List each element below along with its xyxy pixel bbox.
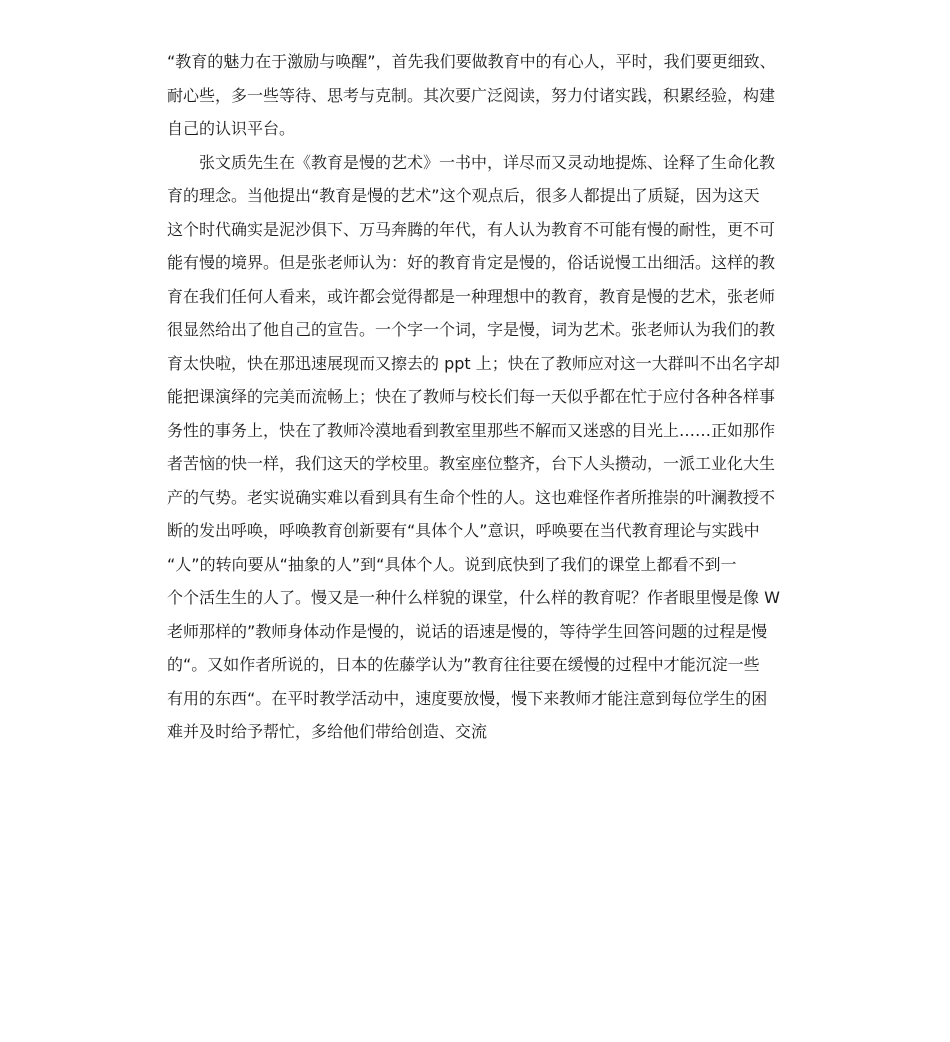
- text-line: 能把课演绎的完美而流畅上；快在了教师与校长们每一天似乎都在忙于应付各种各样事: [167, 387, 776, 406]
- text-line: 个个活生生的人了。慢又是一种什么样貌的课堂，什么样的教育呢？作者眼里慢是像 W: [167, 588, 780, 607]
- paragraph-1: [167, 45, 797, 146]
- text-line: 断的发出呼唤，呼唤教育创新要有“具体个人”意识，呼唤要在当代教育理论与实践中: [167, 521, 760, 540]
- text-line: 难并及时给予帮忙，多给他们带给创造、交流: [167, 722, 488, 741]
- text-line: 育在我们任何人看来，或许都会觉得都是一种理想中的教育，教育是慢的艺术，张老师: [167, 286, 776, 306]
- text-line: 者苦恼的快一样，我们这天的学校里。教室座位整齐，台下人头攒动，一派工业化大生: [167, 454, 776, 473]
- text-line: 育太快啦，快在那迅速展现而又擦去的 ppt 上；快在了教师应对这一大群叫不出名字却: [167, 353, 780, 373]
- text-line: “教育的魅力在于激励与唤醒”，首先我们要做教育中的有心人，平时，我们要更细致、: [167, 52, 776, 71]
- text-line: 有用的东西“。在平时教学活动中，速度要放慢，慢下来教师才能注意到每位学生的困: [167, 688, 768, 708]
- document-body: [167, 45, 797, 749]
- paragraph-2: [167, 146, 797, 749]
- text-line: “人”的转向要从“抽象的人”到“具体个人。说到底快到了我们的课堂上都看不到一: [167, 554, 737, 574]
- text-line: 产的气势。老实说确实难以看到具有生命个性的人。这也难怪作者所推崇的叶澜教授不: [167, 487, 776, 507]
- text-line: 自己的认识平台。: [167, 119, 296, 138]
- text-line: 这个时代确实是泥沙俱下、万马奔腾的年代，有人认为教育不可能有慢的耐性，更不可: [167, 219, 776, 239]
- text-line: 老师那样的”教师身体动作是慢的，说话的语速是慢的，等待学生回答问题的过程是慢: [167, 621, 768, 641]
- text-line: 能有慢的境界。但是张老师认为：好的教育肯定是慢的，俗话说慢工出细活。这样的教: [167, 253, 776, 272]
- text-line: 耐心些，多一些等待、思考与克制。其次要广泛阅读，努力付诸实践，积累经验，构建: [167, 85, 776, 105]
- text-line: 很显然给出了他自己的宣告。一个字一个词，字是慢，词为艺术。张老师认为我们的教: [167, 320, 776, 339]
- text-line: 育的理念。当他提出“教育是慢的艺术”这个观点后，很多人都提出了质疑，因为这天: [167, 186, 760, 205]
- text-line: 张文质先生在《教育是慢的艺术》一书中，详尽而又灵动地提炼、诠释了生命化教: [199, 152, 776, 172]
- text-line: 务性的事务上，快在了教师冷漠地看到教室里那些不解而又迷惑的目光上……正如那作: [167, 420, 776, 440]
- text-line: 的“。又如作者所说的，日本的佐藤学认为”教育往往要在缓慢的过程中才能沉淀一些: [167, 655, 760, 674]
